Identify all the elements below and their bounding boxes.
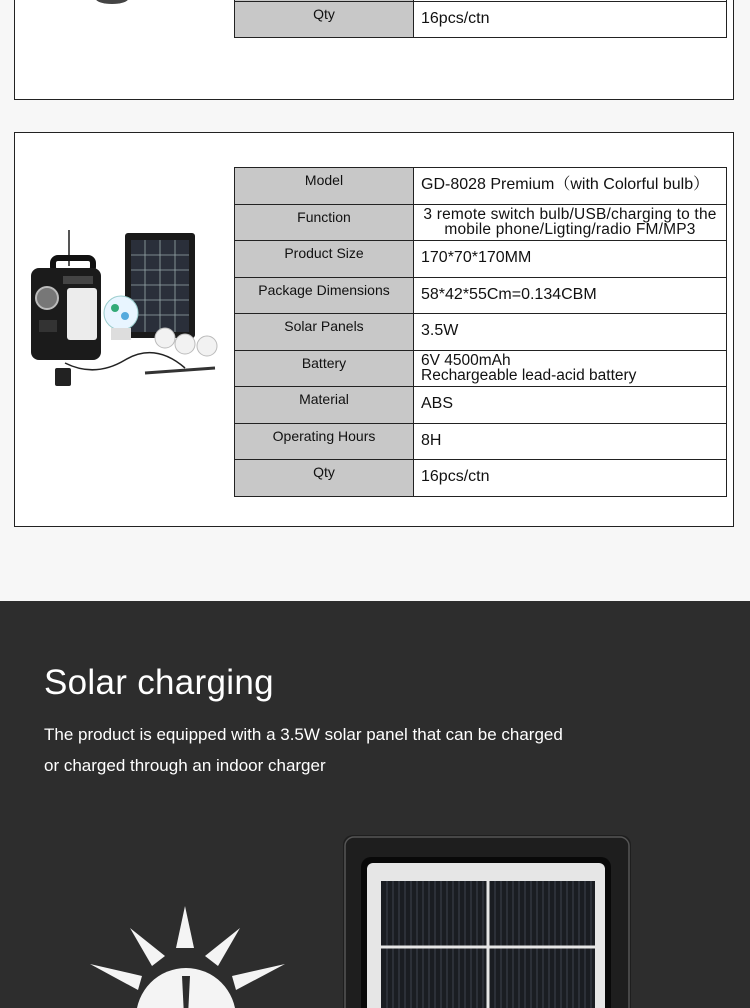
spec-label: Model bbox=[235, 168, 414, 205]
spec-value: 170*70*170MM bbox=[414, 241, 727, 278]
solar-panel-image bbox=[343, 835, 631, 1008]
spec-value: 8H bbox=[414, 423, 727, 460]
spec-label: Solar Panels bbox=[235, 314, 414, 351]
spec-card-main bbox=[14, 132, 734, 527]
solar-kit-product-image bbox=[25, 228, 230, 393]
table-row bbox=[235, 1, 727, 38]
table-row bbox=[235, 204, 727, 241]
spec-value: 16pcs/ctn bbox=[414, 1, 727, 38]
spec-value: ABS bbox=[414, 387, 727, 424]
sun-icon bbox=[90, 906, 290, 1008]
section-title: Solar charging bbox=[44, 663, 274, 702]
section-description-line2: or charged through an indoor charger bbox=[44, 756, 326, 775]
spec-value: 3.5W bbox=[414, 314, 727, 351]
solar-charging-section bbox=[0, 601, 750, 1008]
spec-table-top bbox=[234, 0, 727, 38]
spec-value: 16pcs/ctn bbox=[414, 460, 727, 497]
spec-label: Package Dimensions bbox=[235, 277, 414, 314]
table-row bbox=[235, 387, 727, 424]
spec-value: 6V 4500mAh Rechargeable lead-acid battery bbox=[414, 350, 727, 387]
table-row bbox=[235, 460, 727, 497]
table-row bbox=[235, 314, 727, 351]
spec-label: Function bbox=[235, 204, 414, 241]
table-row bbox=[235, 168, 727, 205]
spec-table-main bbox=[234, 167, 727, 497]
spec-label: Product Size bbox=[235, 241, 414, 278]
table-row bbox=[235, 241, 727, 278]
section-description-line1: The product is equipped with a 3.5W solar panel that can be charged bbox=[44, 725, 563, 744]
spec-label: Qty bbox=[235, 1, 414, 38]
product-image-partial bbox=[87, 0, 137, 7]
spec-card-top bbox=[14, 0, 734, 100]
spec-label: Operating Hours bbox=[235, 423, 414, 460]
table-row bbox=[235, 350, 727, 387]
spec-label: Battery bbox=[235, 350, 414, 387]
spec-value: 58*42*55Cm=0.134CBM bbox=[414, 277, 727, 314]
spec-value: GD-8028 Premium（with Colorful bulb） bbox=[414, 168, 727, 205]
table-row bbox=[235, 423, 727, 460]
spec-label: Qty bbox=[235, 460, 414, 497]
spec-label: Material bbox=[235, 387, 414, 424]
table-row bbox=[235, 277, 727, 314]
spec-value: 3 remote switch bulb/USB/charging to the mobile phone/Ligting/radio FM/MP3 bbox=[414, 204, 727, 241]
